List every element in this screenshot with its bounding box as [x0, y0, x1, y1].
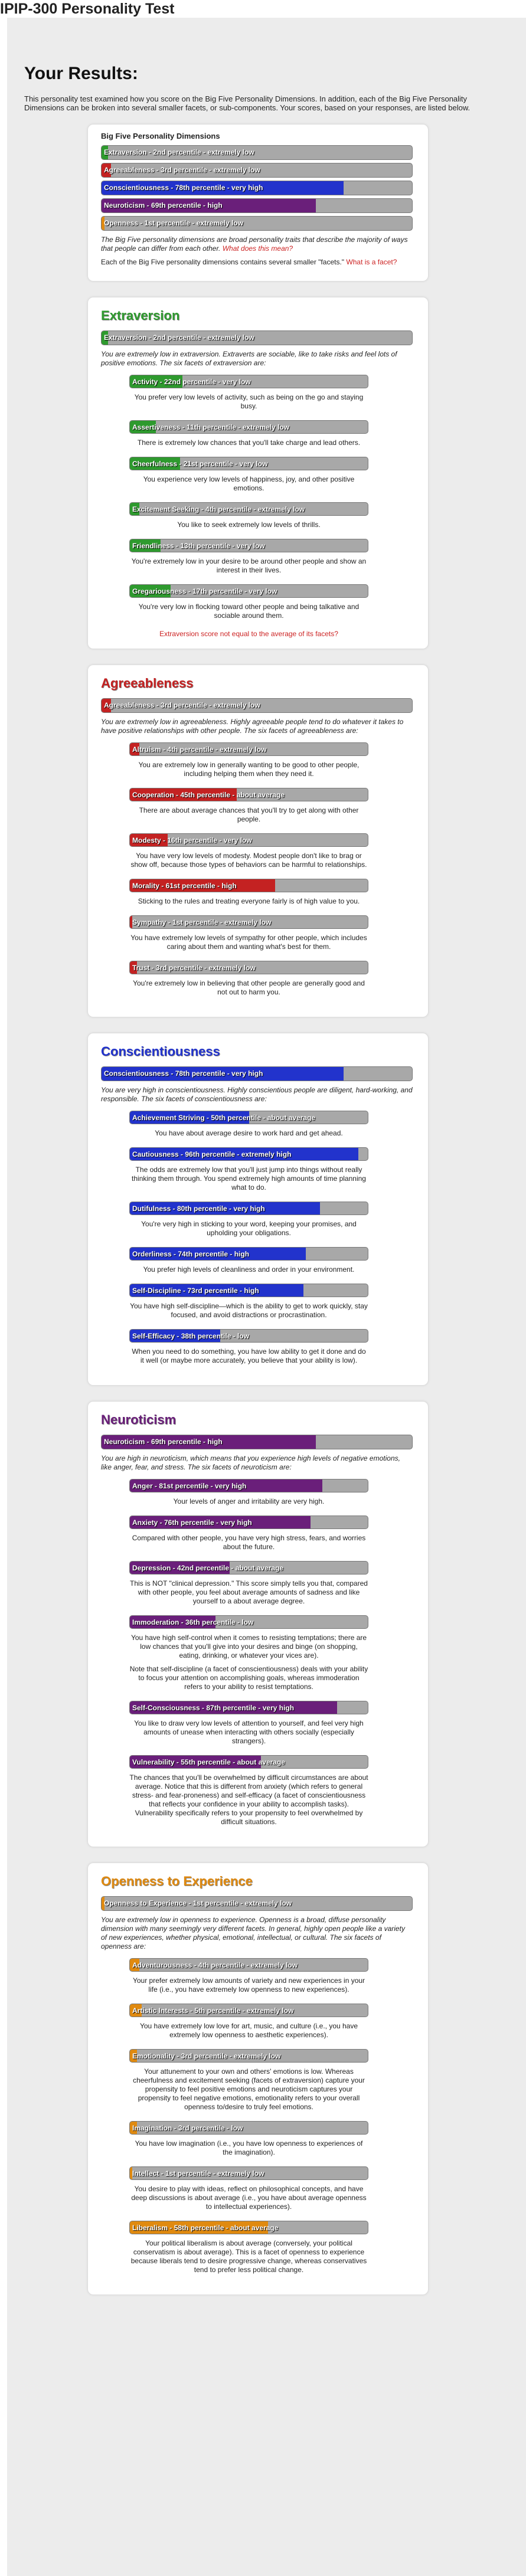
- extraversion-facet-bar-4-label: Friendliness - 13th percentile - very low: [132, 542, 265, 550]
- conscientiousness-facet-bar-4: [129, 1284, 368, 1297]
- extraversion-facet-bar-5: [129, 584, 368, 598]
- openness-facet-bar-4: [129, 2166, 368, 2180]
- facet-description: You're very low in flocking toward other people and being talkative and sociable around them.: [138, 603, 360, 620]
- agreeableness-facet-bar-4-label: Sympathy - 1st percentile - extremely low: [132, 918, 272, 927]
- openness-facet-bar-1: [129, 2004, 368, 2017]
- facet-description: Your political liberalism is about average (conversely, your political conservatism is about average). This is a facet of openness to experience because liberals tend to desire progressive change, whereas conservatives tend to prefer less political change.: [130, 2239, 367, 2274]
- section-title: Neuroticism: [101, 1412, 177, 1427]
- conscientiousness-facet-bar-2: [129, 1202, 368, 1215]
- summary-bar-3: [101, 198, 413, 213]
- neuroticism-facet-bar-5-label: Vulnerability - 55th percentile - about average: [132, 1758, 285, 1766]
- section-description: You are extremely low in agreeableness. Highly agreeable people tend to do whatever it takes to have positive relationships with other people. The six facets of agreeableness are:: [101, 718, 404, 735]
- openness-facet-bar-0-label: Adventurousness - 4th percentile - extremely low: [132, 1961, 298, 1969]
- openness-facet-bar-5-label: Liberalism - 58th percentile - about average: [132, 2224, 279, 2232]
- neuroticism-facet-bar-1-label: Anxiety - 76th percentile - very high: [132, 1518, 252, 1527]
- conscientiousness-main-bar-label: Conscientiousness - 78th percentile - very high: [104, 1069, 263, 1078]
- section-agreeableness: [87, 665, 429, 1017]
- agreeableness-main-bar-label: Agreeableness - 3rd percentile - extremely low: [104, 701, 260, 709]
- facet-description: The odds are extremely low that you'll just jump into things without really thinking them through. You spend extremely high amounts of time planning what to do.: [132, 1166, 366, 1192]
- facet-description: Your attunement to your own and others' emotions is low. Whereas cheerfulness and excitement seeking (facets of extraversion) capture your propensity to feel positive emotions and neuroticism captures your propensity to feel negative emotions, emotionality refers to your overall openness to/desire to truly feel emotions.: [133, 2067, 365, 2111]
- facet-description: You're extremely low in believing that other people are generally good and not out to harm you.: [133, 979, 365, 996]
- section-openness: [87, 1863, 429, 2295]
- summary-bar-1: [101, 163, 413, 178]
- section-neuroticism: [87, 1401, 429, 1847]
- agreeableness-facet-bar-1: [129, 788, 368, 801]
- summary-card: [87, 124, 429, 282]
- neuroticism-facet-bar-2-label: Depression - 42nd percentile - about average: [132, 1564, 284, 1572]
- section-title: Agreeableness: [101, 676, 194, 690]
- conscientiousness-facet-bar-4-label: Self-Discipline - 73rd percentile - high: [132, 1287, 259, 1295]
- agreeableness-facet-bar-2-label: Modesty - 16th percentile - very low: [132, 836, 252, 845]
- facet-description: You are extremely low in generally wanting to be good to other people, including helping them when they need it.: [138, 761, 360, 778]
- agreeableness-facet-bar-2: [129, 833, 368, 847]
- summary-bar-4: [101, 216, 413, 231]
- conscientiousness-facet-bar-2-label: Dutifulness - 80th percentile - very high: [132, 1204, 265, 1213]
- facet-description-note: Note that self-discipline (a facet of conscientiousness) deals with your ability to focus your attention on accomplishing goals, whereas immoderation refers to your ability to resist temptations.: [129, 1665, 368, 1691]
- agreeableness-facet-bar-5: [129, 961, 368, 974]
- extraversion-facet-bar-0: [129, 375, 368, 388]
- extraversion-facet-bar-5-label: Gregariousness - 17th percentile - very low: [132, 587, 277, 595]
- summary-title: Big Five Personality Dimensions: [101, 132, 220, 140]
- openness-facet-bar-1-label: Artistic Interests - 5th percentile - extremely low: [132, 2007, 294, 2015]
- openness-facet-bar-3: [129, 2121, 368, 2135]
- neuroticism-main-bar-label: Neuroticism - 69th percentile - high: [104, 1438, 223, 1446]
- facet-list: [129, 1111, 368, 1365]
- facet-list: [129, 375, 368, 638]
- section-description: You are high in neuroticism, which means that you experience high levels of negative emotions, like anger, fear, and stress. The six facets of neuroticism are:: [101, 1454, 400, 1471]
- facet-description: There is extremely low chances that you'll take charge and lead others.: [137, 438, 361, 447]
- agreeableness-facet-bar-1-label: Cooperation - 45th percentile - about average: [132, 791, 285, 799]
- neuroticism-facet-bar-0-label: Anger - 81st percentile - very high: [132, 1482, 247, 1490]
- summary-bars: [101, 145, 413, 231]
- agreeableness-facet-bar-3-label: Morality - 61st percentile - high: [132, 882, 237, 890]
- facet-list: [129, 742, 368, 997]
- conscientiousness-facet-bar-5-label: Self-Efficacy - 38th percentile - low: [132, 1332, 250, 1340]
- section-description: You are very high in conscientiousness. Highly conscientious people are diligent, hard-working, and responsible. The six facets of conscientiousness are:: [101, 1086, 413, 1103]
- facet-description: You have low imagination (i.e., you have low openness to experiences of the imagination).: [135, 2139, 363, 2156]
- facet-description: You desire to play with ideas, reflect on philosophical concepts, and have deep discussions is about average (i.e., you have about average openness to intellectual experiences).: [131, 2185, 367, 2211]
- summary-bar-4-label: Openness - 1st percentile - extremely low: [104, 219, 244, 227]
- facet-description: You prefer high levels of cleanliness and order in your environment.: [143, 1265, 355, 1274]
- facet-description: Sticking to the rules and treating everyone fairly is of high value to you.: [138, 897, 360, 905]
- facet-description: You have high self-discipline—which is the ability to get to work quickly, stay focused, and avoid distractions or procrastination.: [130, 1302, 368, 1319]
- summary-bar-0-label: Extraversion - 2nd percentile - extremely low: [104, 148, 254, 156]
- section-description: You are extremely low in extraversion. Extraverts are sociable, like to take risks and feel lots of positive emotions. The six facets of extraversion are:: [101, 350, 397, 367]
- facet-description: When you need to do something, you have low ability to get it done and do it well (or maybe more accurately, you believe that your ability is low).: [132, 1347, 366, 1364]
- neuroticism-facet-bar-4: [129, 1701, 368, 1714]
- section-description: You are extremely low in openness to experience. Openness is a broad, diffuse personality dimension with many seemingly very different facets. In general, highly open people like a variety of new experiences, whether physical, emotional, intellectual, or cultural. The six facets of openness are:: [101, 1916, 405, 1950]
- facet-description: The chances that you'll be overwhelmed by difficult circumstances are about average. Notice that this is different from anxiety (which refers to general stress- and fear-proneness) and self-efficacy (a facet of conscientiousness that reflects your confidence in your ability to accomplish tasks). Vulnerability specifically refers to your propensity to feel overwhelmed by difficult situations.: [129, 1773, 368, 1826]
- section-title: Conscientiousness: [101, 1044, 220, 1059]
- page-title: IPIP-300 Personality Test: [0, 1, 175, 17]
- summary-bar-0: [101, 145, 413, 160]
- openness-facet-bar-2: [129, 2049, 368, 2063]
- conscientiousness-facet-bar-0-label: Achievement Striving - 50th percentile - about average: [132, 1114, 316, 1122]
- agreeableness-facet-bar-3: [129, 879, 368, 892]
- extraversion-main-bar-label: Extraversion - 2nd percentile - extremely low: [104, 333, 254, 342]
- extraversion-facet-bar-1: [129, 420, 368, 434]
- facet-description: There are about average chances that you'll try to get along with other people.: [139, 806, 359, 823]
- openness-facet-bar-4-label: Intellect - 1st percentile - extremely low: [132, 2169, 264, 2178]
- facet-description: You prefer very low levels of activity, such as being on the go and staying busy.: [134, 393, 364, 410]
- facet-description: You're extremely low in your desire to be around other people and show an interest in their lives.: [131, 557, 367, 574]
- facet-description: Compared with other people, you have very high stress, fears, and worries about the future.: [132, 1534, 366, 1551]
- facet-description: Your levels of anger and irritability are very high.: [173, 1497, 325, 1505]
- extraversion-facet-bar-2: [129, 457, 368, 470]
- intro-text: This personality test examined how you score on the Big Five Personality Dimensions. In addition, each of the Big Five Personality Dimensions can be broken into several smaller facets, or sub-components. Your scores, based on your responses, are listed below.: [24, 94, 471, 112]
- facet-description: You have high self-control when it comes to resisting temptations; there are low chances that you'll give into your desires and binge (on shopping, eating, drinking, or whatever your vices are).: [130, 1634, 367, 1659]
- agreeableness-facet-bar-0: [129, 742, 368, 756]
- extraversion-facet-bar-2-label: Cheerfulness - 21st percentile - very low: [132, 460, 268, 468]
- facet-description: You have very low levels of modesty. Modest people don't like to brag or show off, because those types of behaviors can be harmful to relationships.: [130, 852, 367, 869]
- conscientiousness-main-bar: [101, 1066, 413, 1081]
- conscientiousness-facet-bar-1: [129, 1147, 368, 1161]
- facet-description: Your prefer extremely low amounts of variety and new experiences in your life (i.e., you have extremely low openness to new experiences).: [132, 1976, 365, 1994]
- conscientiousness-facet-bar-3-label: Orderliness - 74th percentile - high: [132, 1250, 250, 1258]
- facet-description: You like to seek extremely low levels of thrills.: [177, 521, 321, 529]
- summary-bar-2-label: Conscientiousness - 78th percentile - very high: [104, 184, 263, 192]
- facets-note: Each of the Big Five personality dimensions contains several smaller "facets." What is a facet?: [101, 258, 397, 266]
- extraversion-facet-bar-4: [129, 539, 368, 552]
- neuroticism-facet-bar-0: [129, 1479, 368, 1492]
- conscientiousness-facet-bar-3: [129, 1247, 368, 1261]
- agreeableness-facet-bar-0-label: Altruism - 4th percentile - extremely low: [132, 745, 267, 754]
- section-title: Openness to Experience: [101, 1874, 253, 1888]
- summary-bar-1-label: Agreeableness - 3rd percentile - extremely low: [104, 166, 260, 174]
- neuroticism-facet-bar-2: [129, 1561, 368, 1575]
- openness-facet-bar-2-label: Emotionality - 3rd percentile - extremely low: [132, 2052, 281, 2060]
- score-average-link[interactable]: Extraversion score not equal to the average of its facets?: [159, 630, 338, 638]
- summary-bar-3-label: Neuroticism - 69th percentile - high: [104, 201, 223, 210]
- facet-description: You like to draw very low levels of attention to yourself, and feel very high amounts of unease when interacting with others socially (especially strangers).: [134, 1719, 364, 1745]
- summary-note: The Big Five personality dimensions are broad personality traits that describe the majority of ways that people can differ from each other. What does this mean?: [101, 235, 408, 253]
- results-main: [17, 22, 520, 2295]
- agreeableness-main-bar: [101, 698, 413, 713]
- extraversion-facet-bar-0-label: Activity - 22nd percentile - very low: [132, 378, 251, 386]
- facet-description: You have extremely low levels of sympathy for other people, which includes caring about them and wanting what's best for them.: [130, 934, 367, 951]
- conscientiousness-facet-bar-1-label: Cautiousness - 96th percentile - extremely high: [132, 1150, 292, 1158]
- openness-facet-bar-0: [129, 1958, 368, 1972]
- neuroticism-facet-bar-3-label: Immoderation - 36th percentile - low: [132, 1618, 254, 1626]
- what-is-a-facet-link[interactable]: What is a facet?: [346, 258, 397, 266]
- summary-bar-2: [101, 181, 413, 195]
- section-conscientiousness: [87, 1033, 429, 1386]
- agreeableness-facet-bar-4: [129, 915, 368, 929]
- facet-list: [129, 1958, 368, 2274]
- openness-main-bar-label: Openness to Experience - 1st percentile - extremely low: [104, 1899, 292, 1907]
- neuroticism-main-bar: [101, 1435, 413, 1449]
- extraversion-facet-bar-1-label: Assertiveness - 11th percentile - extremely low: [132, 423, 290, 431]
- agreeableness-facet-bar-5-label: Trust - 3rd percentile - extremely low: [132, 964, 256, 972]
- neuroticism-facet-bar-1: [129, 1516, 368, 1529]
- dimension-sections: [17, 297, 520, 2295]
- openness-main-bar: [101, 1896, 413, 1911]
- what-does-this-mean-link[interactable]: What does this mean?: [222, 244, 293, 253]
- facet-list: [129, 1479, 368, 1827]
- conscientiousness-facet-bar-5: [129, 1329, 368, 1343]
- extraversion-main-bar: [101, 330, 413, 345]
- extraversion-facet-bar-3: [129, 502, 368, 516]
- facet-description: This is NOT "clinical depression." This score simply tells you that, compared with other people, you feel about average amounts of sadness and like yourself to a about average degree.: [130, 1579, 368, 1605]
- extraversion-facet-bar-3-label: Excitement Seeking - 4th percentile - extremely low: [132, 505, 305, 513]
- facet-description: You're very high in sticking to your word, keeping your promises, and upholding your obligations.: [141, 1220, 357, 1237]
- section-extraversion: [87, 297, 429, 649]
- openness-facet-bar-3-label: Imagination - 3rd percentile - low: [132, 2124, 243, 2132]
- conscientiousness-facet-bar-0: [129, 1111, 368, 1124]
- openness-facet-bar-5: [129, 2221, 368, 2234]
- results-heading: Your Results:: [24, 64, 138, 83]
- facet-description: You have extremely low love for art, music, and culture (i.e., you have extremely low openness to aesthetic experiences).: [139, 2022, 358, 2039]
- neuroticism-facet-bar-4-label: Self-Consciousness - 87th percentile - very high: [132, 1704, 295, 1712]
- neuroticism-facet-bar-3: [129, 1615, 368, 1629]
- section-title: Extraversion: [101, 308, 180, 323]
- neuroticism-facet-bar-5: [129, 1755, 368, 1769]
- facet-description: You experience very low levels of happiness, joy, and other positive emotions.: [143, 475, 355, 492]
- facet-description: You have about average desire to work hard and get ahead.: [155, 1129, 343, 1137]
